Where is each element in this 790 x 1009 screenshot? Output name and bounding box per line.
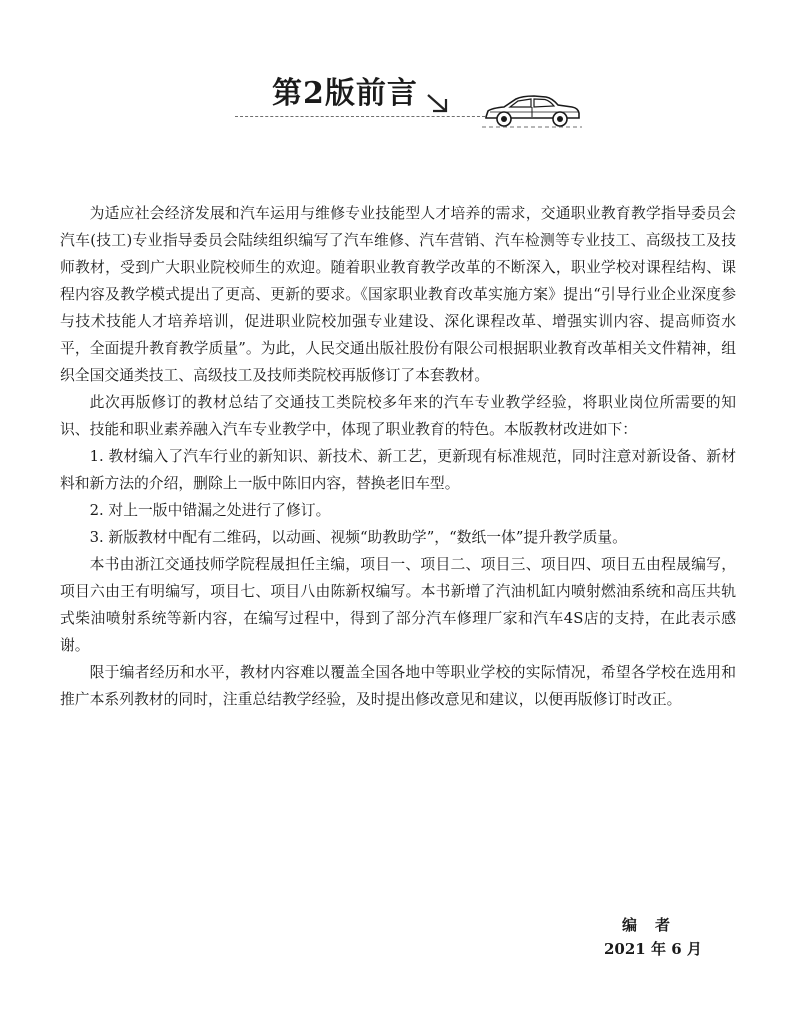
preface-list-item: 2. 对上一版中错漏之处进行了修订。 — [89, 502, 331, 519]
preface-paragraph: 为适应社会经济发展和汽车运用与维修专业技能型人才培养的需求，交通职业教育教学指导委员会汽车(技工)专业指导委员会陆续组织编写了汽车维修、汽车营销、汽车检测等专业技工、高级技工及技师教材，受到广大职业院校师生的欢迎。随着职业教育教学改革的不断深入，职业学校对课程结构、课程内容及教学模式提出了更高、更新的要求。《国家职业教育改革实施方案》提出“引导行业企业深度参与技术技能人才培养培训，促进职业院校加强专业建设、深化课程改革、增强实训内容、提高师资水平，全面提升教育教学质量”。为此，人民交通出版社股份有限公司根据职业教育改革相关文件精神，组织全国交通类技工、高级技工及技师类院校再版修订了本套教材。 — [60, 205, 736, 384]
signature-date: 2021 年 6 月 — [604, 940, 702, 958]
arrow-down-right-icon — [425, 92, 451, 114]
preface-list-item: 1. 教材编入了汽车行业的新知识、新技术、新工艺，更新现有标准规范，同时注意对新设备、新材料和新方法的介绍，删除上一版中陈旧内容，替换老旧车型。 — [60, 448, 736, 492]
preface-paragraph: 限于编者经历和水平，教材内容难以覆盖全国各地中等职业学校的实际情况，希望各学校在选用和推广本系列教材的同时，注重总结教学经验，及时提出修改意见和建议，以便再版修订时改正。 — [60, 664, 736, 708]
preface-body — [60, 200, 736, 713]
car-sedan-icon — [482, 90, 582, 130]
preface-list-item: 3. 新版教材中配有二维码，以动画、视频“助教助学”，“数纸一体”提升教学质量。 — [89, 529, 627, 546]
title-dashed-rule — [235, 116, 485, 117]
preface-paragraph: 此次再版修订的教材总结了交通技工类院校多年来的汽车专业教学经验，将职业岗位所需要的知识、技能和职业素养融入汽车专业教学中，体现了职业教育的特色。本版教材改进如下： — [60, 394, 736, 438]
page-title: 第2版前言 — [272, 76, 418, 111]
author-signature: 编者 — [622, 916, 689, 934]
page-header — [0, 0, 790, 140]
preface-paragraph: 本书由浙江交通技师学院程晟担任主编，项目一、项目二、项目三、项目四、项目五由程晟编写，项目六由王有明编写，项目七、项目八由陈新权编写。本书新增了汽油机缸内喷射燃油系统和高压共轨式柴油喷射系统等新内容，在编写过程中，得到了部分汽车修理厂家和汽车4S店的支持，在此表示感谢。 — [60, 556, 736, 654]
